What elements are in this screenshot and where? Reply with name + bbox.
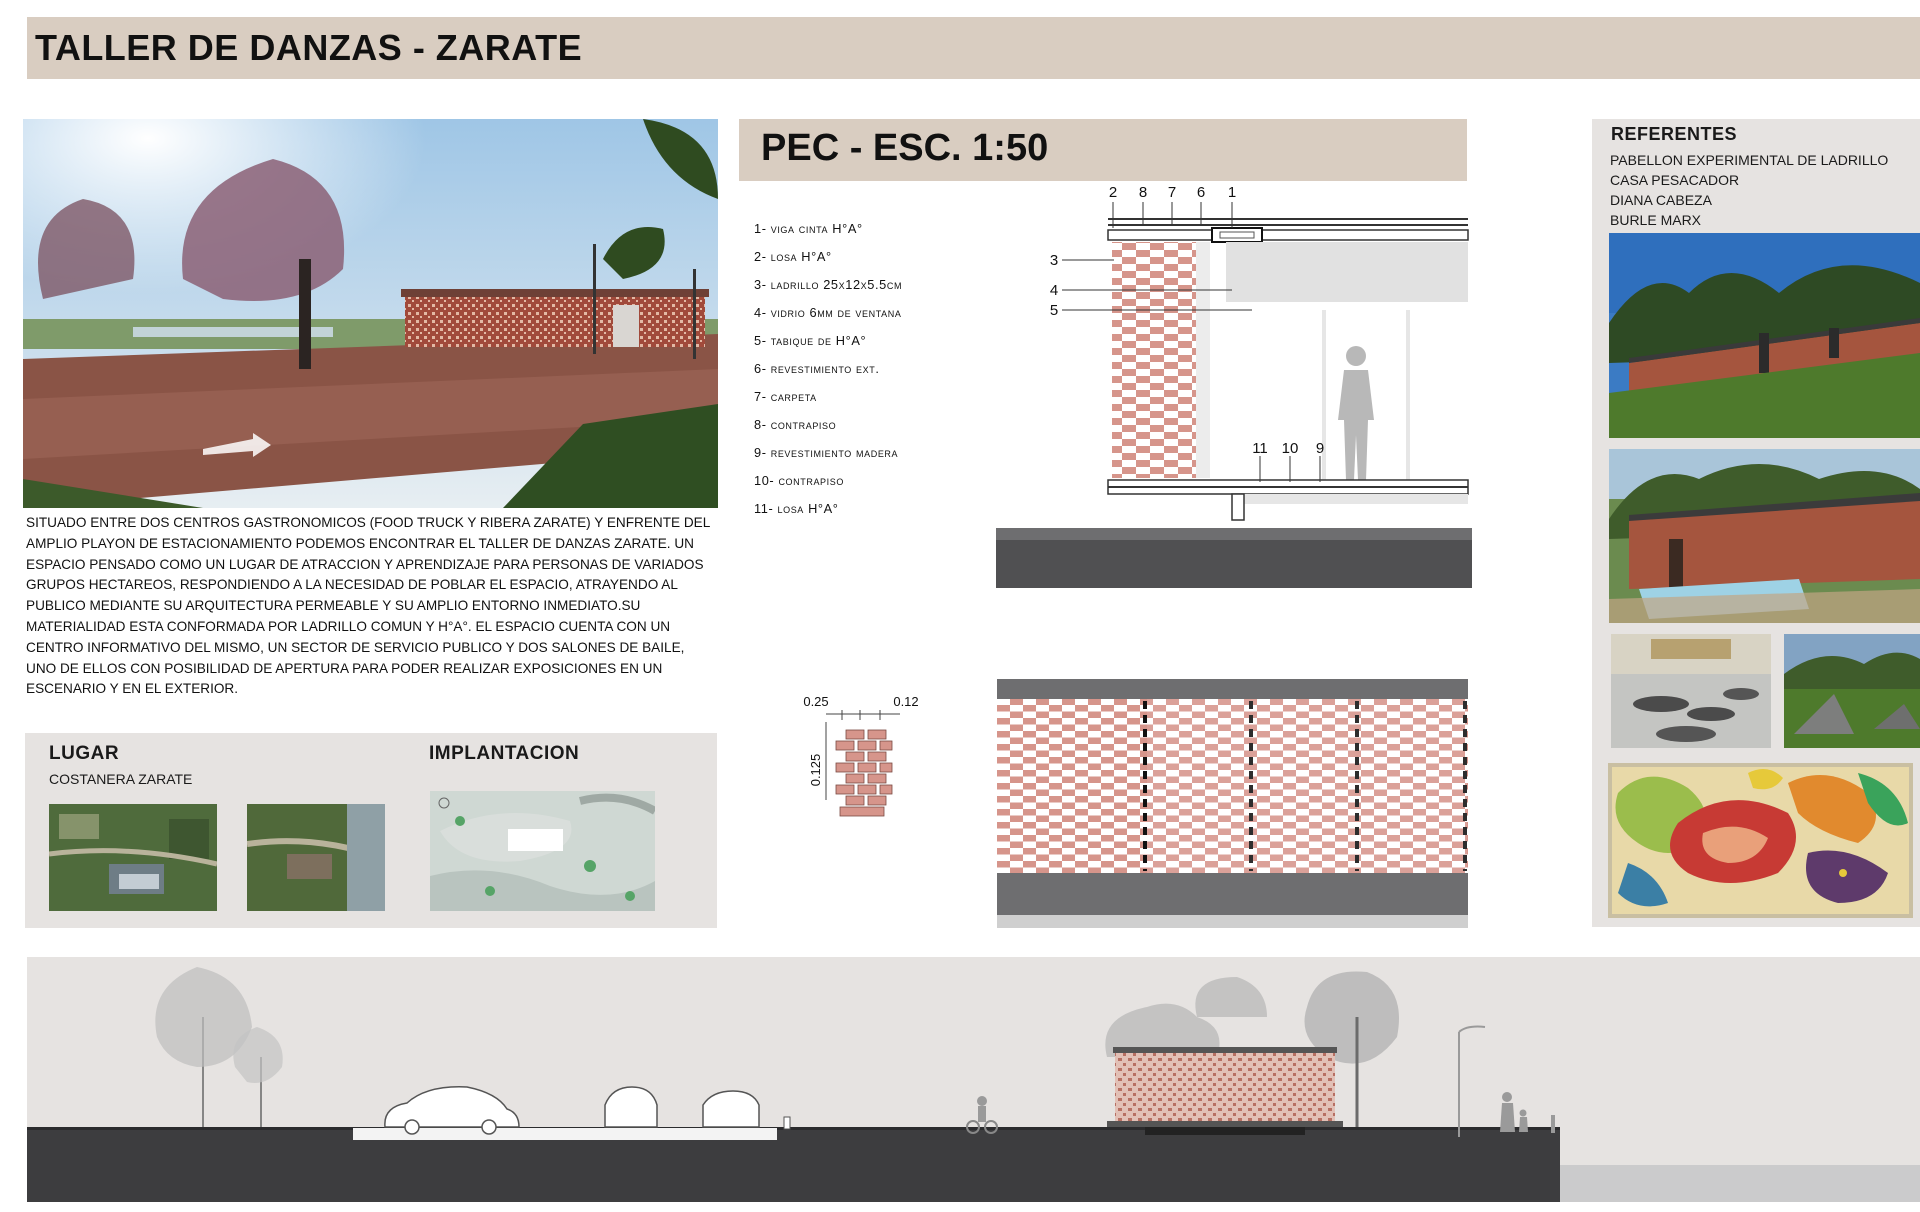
aerial-photo-1 [49, 804, 217, 911]
aerial-photo-2 [247, 804, 385, 911]
top-number-7: 7 [1167, 184, 1177, 201]
referentes-list [1610, 150, 1888, 230]
referente-burle-marx-painting [1608, 763, 1913, 918]
referentes-title: REFERENTES [1611, 124, 1738, 144]
legend-item-3: 3- ladrillo 25x12x5.5cm [754, 277, 903, 292]
bottom-number-10: 10 [1281, 440, 1299, 457]
pec-title: PEC - ESC. 1:50 [761, 127, 1049, 169]
top-number-1: 1 [1227, 184, 1237, 201]
referente-photo-casa-pescador [1609, 449, 1920, 623]
pec-section-drawing [996, 180, 1472, 590]
side-number-5: 5 [1049, 302, 1059, 319]
implantacion-title: IMPLANTACION [429, 743, 580, 764]
referente-photo-diana-1 [1611, 634, 1771, 748]
legend-item-7: 7- carpeta [754, 389, 817, 404]
brick-facade-elevation [997, 679, 1468, 928]
lugar-subtitle: COSTANERA ZARATE [49, 771, 193, 787]
legend-item-1: 1- viga cinta H°A° [754, 221, 863, 236]
side-number-4: 4 [1049, 282, 1059, 299]
legend-item-4: 4- vidrio 6mm de ventana [754, 305, 902, 320]
legend-item-9: 9- revestimiento madera [754, 445, 899, 460]
lugar-title: LUGAR [49, 743, 120, 764]
intro-paragraph: SITUADO ENTRE DOS CENTROS GASTRONOMICOS (FOOD TRUCK Y RIBERA ZARATE) Y ENFRENTE DEL AMPLIO PLAYON DE ESTACIONAMIENTO PODEMOS ENCONTRAR EL TALLER DE DANZAS ZARATE. UN ESPACIO PENSADO COMO UN LUGAR DE ATRACCION Y APRENDIZAJE PARA PERSONAS DE VARIADOS GRUPOS HECTAREOS, RESPONDIENDO A LA NECESIDAD DE POBLAR EL ESPACIO, ATRAYENDO AL PUBLICO MEDIANTE SU ARQUITECTURA PERMEABLE Y SU AMPLIO ENTORNO INMEDIATO.SU MATERIALIDAD ESTA CONFORMADA POR LADRILLO COMUN Y H°A°. EL ESPACIO CUENTA CON UN CENTRO INFORMATIVO DEL MISMO, UN SECTOR DE SERVICIO PUBLICO Y DOS SALONES DE BAILE, UNO DE ELLOS CON POSIBILIDAD DE APERTURA PARA PODER REALIZAR EXPOSICIONES EN UN ESCENARIO Y EN EL EXTERIOR. [26, 515, 710, 697]
referente-item-4: BURLE MARX [1610, 212, 1702, 228]
referente-item-1: PABELLON EXPERIMENTAL DE LADRILLO [1610, 152, 1889, 168]
top-number-6: 6 [1196, 184, 1206, 201]
legend-item-11: 11- losa H°A° [754, 501, 839, 516]
referente-item-3: DIANA CABEZA [1610, 192, 1712, 208]
legend-item-10: 10- contrapiso [754, 473, 844, 488]
legend-item-8: 8- contrapiso [754, 417, 837, 432]
implantation-plan [430, 791, 655, 911]
referente-photo-pabellon [1609, 233, 1920, 438]
page-title: TALLER DE DANZAS - ZARATE [35, 27, 583, 68]
referente-item-2: CASA PESACADOR [1610, 172, 1740, 188]
dim-vertical: 0.125 [808, 753, 823, 787]
pec-legend [754, 215, 994, 523]
legend-item-5: 5- tabique de H°A° [754, 333, 867, 348]
legend-item-6: 6- revestimiento ext. [754, 361, 880, 376]
brick-bond-detail [796, 690, 936, 840]
side-number-3: 3 [1049, 252, 1059, 269]
top-number-8: 8 [1138, 184, 1148, 201]
dim-right: 0.12 [893, 694, 919, 709]
top-number-2: 2 [1108, 184, 1118, 201]
render-photo [23, 119, 718, 508]
bottom-number-9: 9 [1315, 440, 1325, 457]
bottom-number-11: 11 [1252, 440, 1268, 457]
dim-left: 0.25 [803, 694, 829, 709]
site-elevation-drawing [27, 957, 1920, 1202]
legend-item-2: 2- losa H°A° [754, 249, 832, 264]
referente-photo-diana-2 [1784, 634, 1920, 748]
